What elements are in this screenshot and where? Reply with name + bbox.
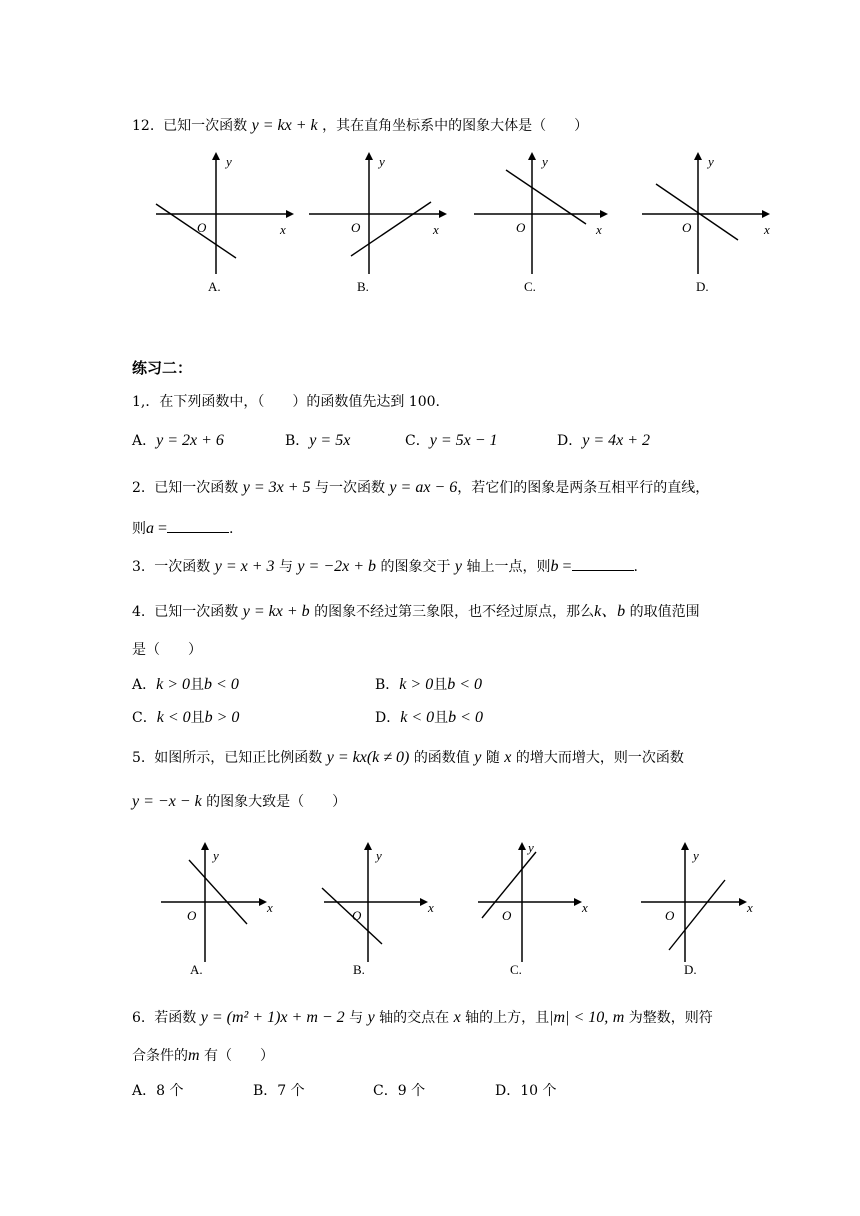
svg-text:y: y bbox=[708, 154, 714, 169]
p5-graph-d bbox=[635, 838, 765, 963]
p5-stem: 5. 如图所示，已知正比例函数 y = kx(k ≠ 0) 的函数值 y 随 x 的增大而增大，则一次函数 bbox=[132, 749, 684, 766]
q12-label-a: A. bbox=[208, 279, 221, 294]
svg-text:y: y bbox=[376, 848, 382, 863]
answer-blank[interactable] bbox=[167, 518, 229, 533]
graph-line bbox=[656, 184, 738, 240]
q12-graph-b bbox=[303, 150, 448, 275]
p4-stem: 4. 已知一次函数 y = kx + b 的图象不经过第三象限，也不经过原点，那么k、b 的取值范围 bbox=[132, 603, 700, 620]
svg-text:O: O bbox=[197, 220, 207, 235]
svg-text:O: O bbox=[351, 220, 361, 235]
p1-option-c: C．y = 5x − 1 bbox=[405, 432, 498, 449]
p6-option-b: B．7 个 bbox=[253, 1083, 305, 1099]
svg-text:O: O bbox=[352, 908, 362, 923]
p1-option-a: A．y = 2x + 6 bbox=[132, 432, 224, 449]
q12-formula: y = kx + k bbox=[251, 117, 318, 134]
p4-option-a: A．k > 0且b < 0 bbox=[132, 676, 239, 693]
p5-label-a: A. bbox=[190, 962, 203, 977]
svg-text:O: O bbox=[665, 908, 675, 923]
p1-option-d: D．y = 4x + 2 bbox=[557, 432, 651, 449]
svg-text:y: y bbox=[213, 848, 219, 863]
graph-line bbox=[506, 170, 586, 224]
p1-option-b: B．y = 5x bbox=[285, 432, 351, 449]
p6-option-d: D．10 个 bbox=[495, 1083, 557, 1099]
svg-text:O: O bbox=[682, 220, 692, 235]
svg-text:x: x bbox=[596, 222, 602, 237]
svg-text:O: O bbox=[187, 908, 197, 923]
q12-label-b: B. bbox=[357, 279, 369, 294]
p4-option-c: C．k < 0且b > 0 bbox=[132, 709, 240, 726]
p5-graph-b bbox=[318, 838, 448, 963]
p5-graph-a bbox=[155, 838, 285, 963]
p4-option-d: D．k < 0且b < 0 bbox=[375, 709, 483, 726]
svg-text:x: x bbox=[764, 222, 770, 237]
graph-line bbox=[156, 204, 236, 258]
p6-stem-line2: 合条件的m 有（ ） bbox=[132, 1047, 275, 1064]
p5-graph-c bbox=[472, 838, 602, 963]
q12-graph-c bbox=[468, 150, 613, 275]
q12-graph-d bbox=[636, 150, 781, 275]
p3-stem: 3. 一次函数 y = x + 3 与 y = −2x + b 的图象交于 y 轴上一点，则b = . bbox=[132, 558, 638, 575]
p6-option-c: C．9 个 bbox=[373, 1083, 426, 1099]
graph-line bbox=[189, 860, 247, 924]
svg-text:y: y bbox=[542, 154, 548, 169]
p2-stem-line2: 则a = . bbox=[132, 520, 234, 537]
p2-stem: 2. 已知一次函数 y = 3x + 5 与一次函数 y = ax − 6，若它们的图象是两条互相平行的直线， bbox=[132, 479, 710, 496]
q12-label-d: D. bbox=[696, 279, 709, 294]
graph-line bbox=[669, 880, 725, 950]
svg-text:x: x bbox=[280, 222, 286, 237]
svg-text:x: x bbox=[747, 900, 753, 915]
p5-label-b: B. bbox=[353, 962, 365, 977]
p4-option-b: B．k > 0且b < 0 bbox=[375, 676, 482, 693]
section-title: 练习二： bbox=[132, 359, 193, 377]
p5-stem-line2: y = −x − k 的图象大致是（ ） bbox=[132, 793, 347, 810]
q12-stem: 12. 已知一次函数 y = kx + k ，其在直角坐标系中的图象大体是（ ） bbox=[132, 117, 589, 134]
svg-text:y: y bbox=[226, 154, 232, 169]
p4-stem-line2: 是（ ） bbox=[132, 642, 202, 658]
p5-label-d: D. bbox=[684, 962, 697, 977]
p1-stem: 1,．在下列函数中，（ ）的函数值先达到 100. bbox=[132, 394, 440, 410]
svg-text:x: x bbox=[582, 900, 588, 915]
svg-text:O: O bbox=[516, 220, 526, 235]
svg-text:x: x bbox=[433, 222, 439, 237]
answer-blank[interactable] bbox=[572, 556, 634, 571]
svg-text:x: x bbox=[428, 900, 434, 915]
p6-option-a: A．8 个 bbox=[132, 1083, 184, 1099]
p5-label-c: C. bbox=[510, 962, 522, 977]
q12-label-c: C. bbox=[524, 279, 536, 294]
svg-text:y: y bbox=[693, 848, 699, 863]
svg-text:O: O bbox=[502, 908, 512, 923]
q12-graph-a bbox=[150, 150, 295, 275]
p6-stem: 6. 若函数 y = (m² + 1)x + m − 2 与 y 轴的交点在 x 轴的上方，且|m| < 10, m 为整数，则符 bbox=[132, 1009, 713, 1026]
svg-text:y: y bbox=[379, 154, 385, 169]
graph-line bbox=[351, 202, 431, 256]
svg-text:x: x bbox=[267, 900, 273, 915]
svg-text:y: y bbox=[528, 840, 534, 855]
